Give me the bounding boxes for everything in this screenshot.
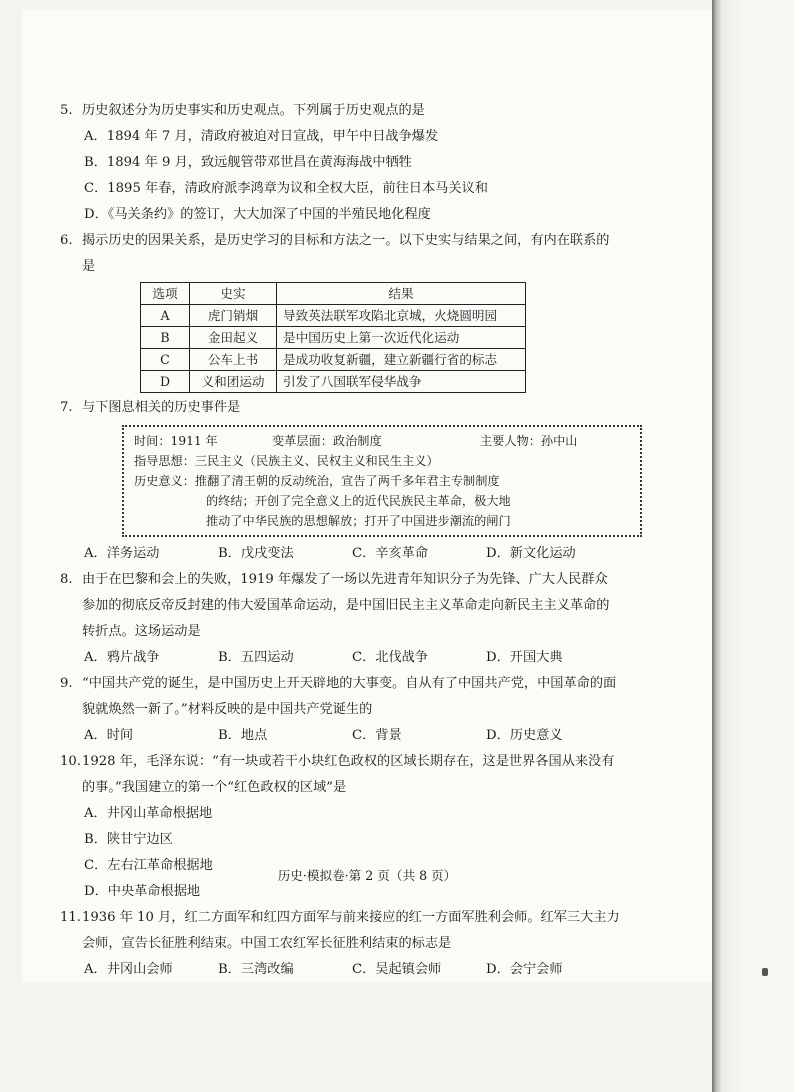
question-text: “中国共产党的诞生，是中国历史上开天辟地的大事变。自从有了中国共产党，中国革命的面貌就焕然一新了。”材料反映的是中国共产党诞生的 (82, 676, 617, 717)
option-d: D．《马关条约》的签订，大大加深了中国的半殖民地化程度 (84, 207, 431, 222)
option-a: A．1894 年 7 月，清政府被迫对日宣战，甲午中日战争爆发 (84, 129, 439, 144)
options-grid (60, 801, 620, 905)
question-text: 历史叙述分为历史事实和历史观点。下列属于历史观点的是 (82, 103, 425, 118)
option-b: B．陕甘宁边区 (84, 832, 173, 847)
option-d: D．开国大典 (486, 650, 563, 665)
table-cell: A (141, 305, 190, 327)
option-d: D．新文化运动 (486, 546, 576, 561)
table-cell: 金田起义 (190, 327, 277, 349)
table-cell: 义和团运动 (190, 371, 277, 393)
question-number: 5. (60, 103, 73, 118)
scan-speck (762, 968, 768, 976)
question-number: 8. (60, 572, 73, 587)
table-header: 史实 (190, 283, 277, 305)
option-d: D．历史意义 (486, 728, 563, 743)
exam-page (22, 10, 712, 982)
question-number: 7. (60, 400, 73, 415)
info-time: 时间：1911 年 (134, 434, 218, 448)
option-c: C．吴起镇会师 (352, 962, 442, 977)
table-cell: 引发了八国联军侵华战争 (277, 371, 526, 393)
option-c: C．辛亥革命 (352, 546, 429, 561)
option-a: A．时间 (84, 728, 134, 743)
question-10 (60, 749, 620, 801)
question-9 (60, 671, 620, 723)
question-6 (60, 228, 620, 280)
table-row (141, 371, 526, 393)
table-cell: 虎门销烟 (190, 305, 277, 327)
options-row (60, 645, 620, 671)
question-5 (60, 98, 620, 124)
table-row (141, 327, 526, 349)
option-b: B．五四运动 (218, 650, 294, 665)
question-text: 1936 年 10 月，红二方面军和红四方面军与前来接应的红一方面军胜利会师。红军三大主力会师，宣告长征胜利结束。中国工农红军长征胜利结束的标志是 (82, 910, 620, 951)
option-a: A．井冈山革命根据地 (84, 806, 213, 821)
table-row (141, 349, 526, 371)
table-cell: D (141, 371, 190, 393)
option-b: B．1894 年 9 月，致远舰管带邓世昌在黄海海战中牺牲 (84, 155, 412, 170)
option-c: C．北伐战争 (352, 650, 429, 665)
option-d: D．会宁会师 (486, 962, 563, 977)
question-text: 由于在巴黎和会上的失败，1919 年爆发了一场以先进青年知识分子为先锋、广大人民群众参加的彻底反帝反封建的伟大爱国革命运动，是中国旧民主主义革命走向新民主主义革命的转折点。这场运动是 (82, 572, 610, 639)
options-row (60, 957, 620, 983)
question-text: 揭示历史的因果关系，是历史学习的目标和方法之一。以下史实与结果之间，有内在联系的是 (82, 233, 610, 274)
option-c: C．左右江革命根据地 (84, 858, 213, 873)
question-number: 10. (60, 754, 81, 769)
question-number: 9. (60, 676, 73, 691)
question-text: 与下图息相关的历史事件是 (82, 400, 241, 415)
event-info-box (122, 425, 642, 537)
question-text: 1928 年，毛泽东说：“有一块或若干小块红色政权的区域长期存在，这是世界各国从来没有的事。”我国建立的第一个“红色政权的区域”是 (82, 754, 615, 795)
info-level: 变革层面：政治制度 (272, 434, 382, 448)
question-8 (60, 567, 620, 645)
question-list (60, 98, 620, 983)
scan-edge (712, 0, 794, 1092)
question-11 (60, 905, 620, 957)
table-row (141, 305, 526, 327)
info-row (134, 431, 630, 451)
option-a: A．洋务运动 (84, 546, 160, 561)
page-footer: 历史·模拟卷·第 2 页（共 8 页） (277, 868, 457, 883)
info-significance-cont: 推动了中华民族的思想解放；打开了中国进步潮流的闸门 (206, 514, 511, 528)
question-number: 6. (60, 233, 73, 248)
question-number: 11. (60, 910, 81, 925)
info-significance-cont: 的终结；开创了完全意义上的近代民族民主革命，极大地 (206, 494, 511, 508)
table-cell: 是中国历史上第一次近代化运动 (277, 327, 526, 349)
option-b: B．地点 (218, 728, 268, 743)
history-cause-table (140, 282, 526, 393)
info-ideology: 指导思想：三民主义（民族主义、民权主义和民生主义） (134, 454, 439, 468)
option-b: B．戊戌变法 (218, 546, 294, 561)
options-row (60, 723, 620, 749)
option-c: C．背景 (352, 728, 402, 743)
table-cell: B (141, 327, 190, 349)
option-b: B．三湾改编 (218, 962, 294, 977)
table-cell: 是成功收复新疆，建立新疆行省的标志 (277, 349, 526, 371)
table-cell: 公车上书 (190, 349, 277, 371)
option-c: C．1895 年春，清政府派李鸿章为议和全权大臣，前往日本马关议和 (84, 181, 488, 196)
table-cell: 导致英法联军攻陷北京城，火烧圆明园 (277, 305, 526, 327)
question-7 (60, 395, 620, 421)
table-header: 选项 (141, 283, 190, 305)
option-d: D．中央革命根据地 (84, 884, 201, 899)
options-row (60, 541, 620, 567)
table-header-row (141, 283, 526, 305)
option-a: A．鸦片战争 (84, 650, 160, 665)
table-header: 结果 (277, 283, 526, 305)
option-a: A．井冈山会师 (84, 962, 173, 977)
info-person: 主要人物：孙中山 (480, 434, 578, 448)
info-significance: 历史意义：推翻了清王朝的反动统治，宣告了两千多年君主专制制度 (134, 474, 500, 488)
table-cell: C (141, 349, 190, 371)
